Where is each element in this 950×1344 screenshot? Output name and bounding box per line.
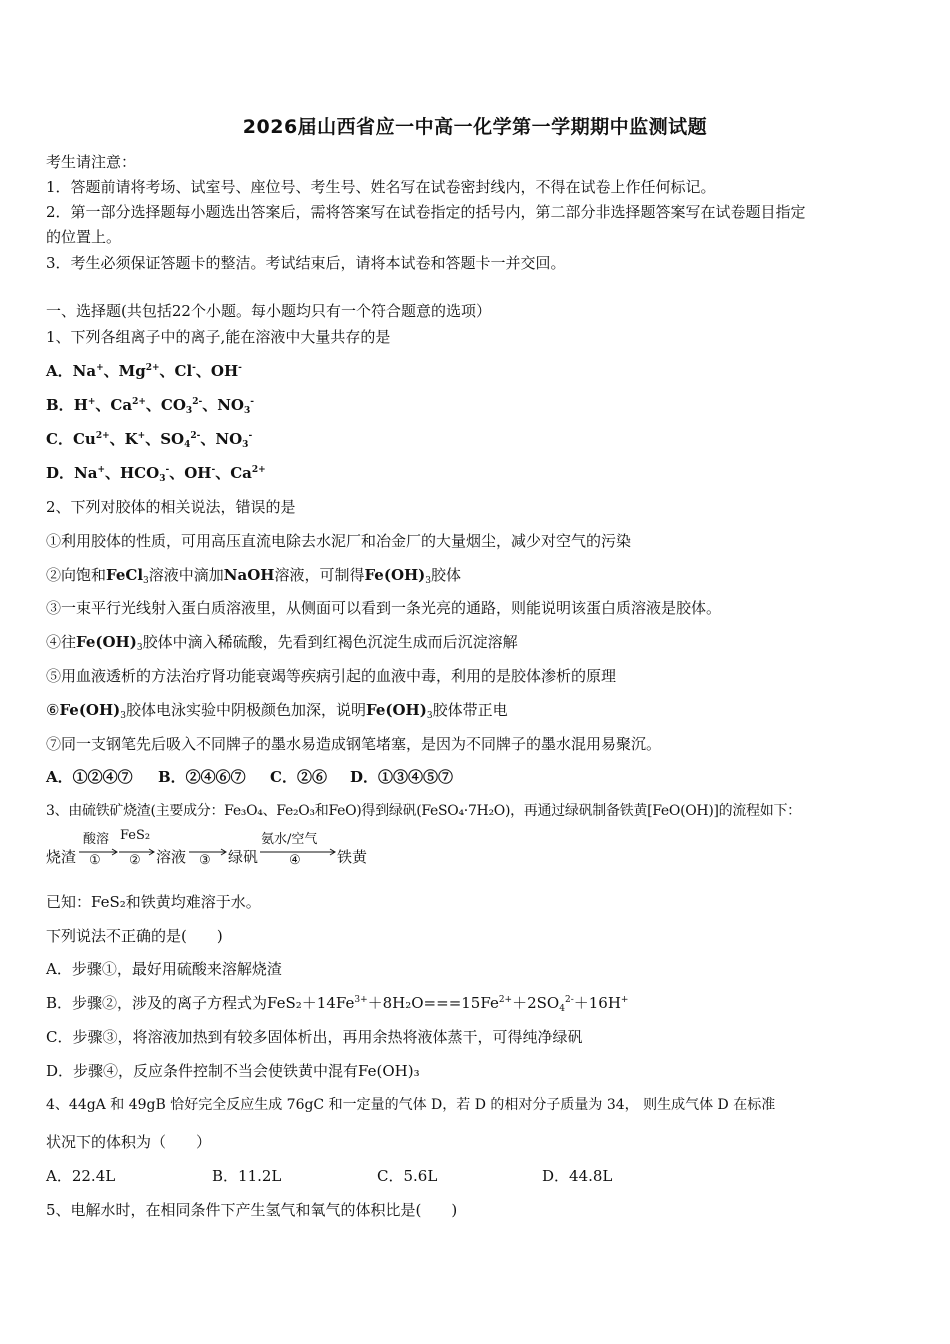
notice-item-2: 2．第一部分选择题每小题选出答案后，需将答案写在试卷指定的括号内，第二部分非选择题答案写在试卷题目指定: [46, 203, 806, 221]
flow-node-iron-yellow: 铁黄: [337, 848, 368, 866]
question-4-option-b: B．11.2L: [212, 1167, 282, 1185]
question-2-statement-2: ②向饱和FeCl$_3$溶液中滴加NaOH溶液，可制得$Fe(OH)_3$胶体: [46, 566, 462, 586]
notice-header: 考生请注意：: [46, 153, 137, 171]
question-3-stem: 3、由硫铁矿烧渣(主要成分：Fe₃O₄、Fe₂O₃和FeO)得到绿矾(FeSO₄·7H₂O)，再通过绿矾制备铁黄[FeO(OH)]的流程如下：: [46, 803, 801, 819]
question-3-option-b: B．步骤②，涉及的离子方程式为$FeS_2+14Fe^{3+}+8H_2O===15Fe^{2+}+2SO_4^{2-}+16H^+$: [46, 994, 629, 1014]
flow-node-solution: 溶液: [156, 848, 187, 866]
question-4-option-c: C．5.6L: [377, 1167, 438, 1185]
question-2-option-a: A．①②④⑦: [46, 768, 133, 786]
question-3-option-c: C．步骤③，将溶液加热到有较多固体析出，再用余热将液体蒸干，可得纯净绿矾: [46, 1028, 583, 1046]
arrow-step-3: [189, 849, 226, 855]
question-2-statement-7: ⑦同一支钢笔先后吸入不同牌子的墨水易造成钢笔堵塞，是因为不同牌子的墨水混用易聚沉。: [46, 735, 662, 753]
question-1-option-b: B．H+、$Ca^{2+}$、$CO_3^{2-}$、$NO_3^-$: [46, 396, 254, 416]
question-4-option-a: A．22.4L: [46, 1167, 116, 1185]
flow-node-slag: 烧渣: [46, 848, 77, 866]
question-3-known: 已知：FeS₂和铁黄均难溶于水。: [46, 893, 261, 911]
question-2-statement-3: ③一束平行光线射入蛋白质溶液里，从侧面可以看到一条光亮的通路，则能说明该蛋白质溶液是胶体。: [46, 599, 722, 617]
flow-node-green-vitriol: 绿矾: [228, 848, 259, 866]
page-title: 2026届山西省应一中高一化学第一学期期中监测试题: [242, 116, 708, 138]
question-2-statement-1: ①利用胶体的性质，可用高压直流电除去水泥厂和冶金厂的大量烟尘，减少对空气的污染: [46, 532, 632, 550]
flow-step-3: ③: [199, 853, 211, 868]
question-2-option-c: C．②⑥: [270, 768, 327, 786]
process-flow-diagram: [46, 826, 466, 872]
arrow-step-1: [79, 849, 117, 855]
flow-step-4: ④: [289, 853, 301, 868]
question-1-option-d: D．Na+、$HCO_3^-$、OH-、$Ca^{2+}$: [46, 464, 266, 484]
question-1-stem: 1、下列各组离子中的离子,能在溶液中大量共存的是: [46, 328, 391, 346]
question-3-option-d: D．步骤④，反应条件控制不当会使铁黄中混有Fe(OH)₃: [46, 1062, 420, 1080]
arrow-step-2: [119, 849, 154, 855]
question-2-statement-6: $⑥Fe(OH)_3$胶体电泳实验中阴极颜色加深，说明$Fe(OH)_3$胶体带正电: [46, 701, 508, 721]
question-2-option-b: B．②④⑥⑦: [158, 768, 246, 786]
question-5-stem: 5、电解水时，在相同条件下产生氢气和氧气的体积比是( ): [46, 1201, 458, 1219]
question-4-stem-cont: 状况下的体积为（ ）: [46, 1133, 212, 1151]
notice-item-3: 3．考生必须保证答题卡的整洁。考试结束后，请将本试卷和答题卡一并交回。: [46, 254, 566, 272]
question-1-option-c: C．$Cu^{2+}$、K+、$SO_4^{2-}$、$NO_3^-$: [46, 430, 253, 450]
question-2-statement-4: ④往$Fe(OH)_3$胶体中滴入稀硫酸，先看到红褐色沉淀生成而后沉淀溶解: [46, 633, 518, 653]
flow-label-acid: 酸溶: [83, 832, 110, 847]
question-4-option-d: D．44.8L: [542, 1167, 613, 1185]
flow-step-1: ①: [89, 853, 101, 868]
arrow-step-4: [260, 849, 335, 855]
section-heading: 一、选择题(共包括22个小题。每小题均只有一个符合题意的选项）: [46, 302, 491, 320]
flow-label-ammonia-air: 氨水/空气: [261, 832, 318, 847]
question-3-ask: 下列说法不正确的是( ): [46, 927, 223, 945]
question-4-stem: 4、44gA 和 49gB 恰好完全反应生成 76gC 和一定量的气体 D，若 D 的相对分子质量为 34， 则生成气体 D 在标准: [46, 1097, 776, 1113]
flow-arrows: [46, 826, 466, 872]
question-2-statement-5: ⑤用血液透析的方法治疗肾功能衰竭等疾病引起的血液中毒，利用的是胶体渗析的原理: [46, 667, 617, 685]
question-2-option-d: D．①③④⑤⑦: [350, 768, 454, 786]
question-1-option-a: A．Na+、$Mg^{2+}$、Cl-、OH-: [46, 362, 242, 380]
notice-item-2-cont: 的位置上。: [46, 228, 122, 246]
flow-label-fes2: FeS₂: [120, 828, 151, 843]
question-2-stem: 2、下列对胶体的相关说法，错误的是: [46, 498, 296, 516]
notice-item-1: 1．答题前请将考场、试室号、座位号、考生号、姓名写在试卷密封线内，不得在试卷上作任何标记。: [46, 178, 716, 196]
flow-step-2: ②: [129, 853, 141, 868]
question-3-option-a: A．步骤①，最好用硫酸来溶解烧渣: [46, 960, 282, 978]
